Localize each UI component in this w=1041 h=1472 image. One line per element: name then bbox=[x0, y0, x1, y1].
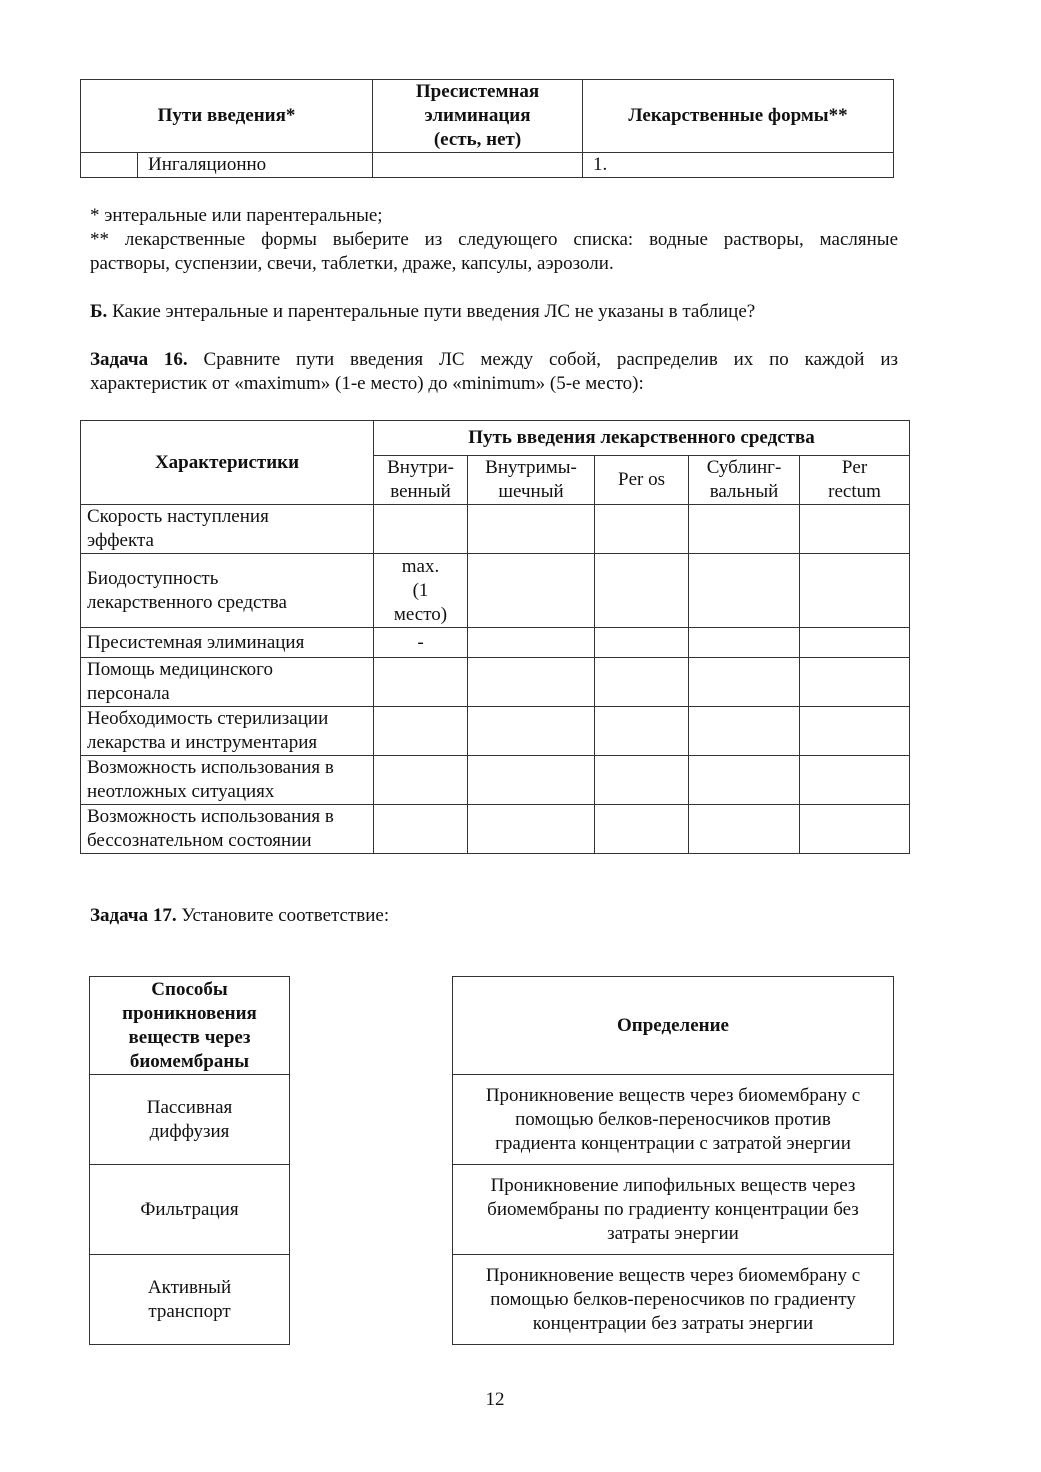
methods-header: Способы проникновения веществ через биомембраны bbox=[90, 977, 290, 1075]
col-header-per-os: Per os bbox=[595, 456, 689, 505]
col-header-per-rectum: Per rectum bbox=[800, 456, 910, 505]
elimination-iv-cell: - bbox=[374, 628, 468, 658]
task17-label: Задача 17. bbox=[90, 905, 177, 926]
method-passive-diffusion: Пассивная диффузия bbox=[90, 1075, 290, 1165]
table-row bbox=[81, 707, 910, 756]
route-group-header: Путь введения лекарственного средства bbox=[374, 421, 910, 456]
forms-header: Лекарственные формы** bbox=[583, 80, 894, 153]
row-label: Пресистемная элиминация bbox=[81, 628, 374, 658]
task16-line-1 bbox=[90, 348, 898, 372]
task17-heading bbox=[90, 904, 898, 928]
methods-table bbox=[89, 976, 290, 1345]
bioavailability-iv-cell: max. (1 место) bbox=[374, 554, 468, 628]
row-label: Помощь медицинского персонала bbox=[81, 658, 374, 707]
row-label: Возможность использования в неотложных ситуациях bbox=[81, 756, 374, 805]
task16-text-1: Сравните пути введения ЛС между собой, распределив их по каждой из bbox=[187, 349, 898, 370]
routes-table bbox=[80, 79, 894, 178]
definition-item: Проникновение веществ через биомембрану с помощью белков-переносчиков по градиенту концентрации без затраты энергии bbox=[453, 1255, 894, 1345]
col-header-intravenous: Внутри- венный bbox=[374, 456, 468, 505]
row-label: Возможность использования в бессознательном состоянии bbox=[81, 805, 374, 854]
definitions-table bbox=[452, 976, 894, 1345]
task17-text: Установите соответствие: bbox=[176, 905, 390, 926]
row-number-cell bbox=[81, 153, 138, 178]
question-b bbox=[90, 300, 898, 324]
elimination-header: Пресистемная элиминация (есть, нет) bbox=[373, 80, 583, 153]
characteristics-header: Характеристики bbox=[81, 421, 374, 505]
table-row bbox=[81, 756, 910, 805]
method-active-transport: Активный транспорт bbox=[90, 1255, 290, 1345]
question-b-label: Б. bbox=[90, 301, 108, 322]
forms-cell: 1. bbox=[583, 153, 894, 178]
task16-label: Задача 16. bbox=[90, 349, 188, 370]
elimination-cell bbox=[373, 153, 583, 178]
row-label: Биодоступность лекарственного средства bbox=[81, 554, 374, 628]
definition-item: Проникновение веществ через биомембрану с помощью белков-переносчиков против градиента концентрации с затратой энергии bbox=[453, 1075, 894, 1165]
method-filtration: Фильтрация bbox=[90, 1165, 290, 1255]
table-row bbox=[81, 805, 910, 854]
question-b-text: Какие энтеральные и парентеральные пути введения ЛС не указаны в таблице? bbox=[107, 301, 756, 322]
routes-header: Пути введения* bbox=[81, 80, 373, 153]
footnote-1: * энтеральные или парентеральные; bbox=[90, 205, 383, 226]
table-row bbox=[81, 628, 910, 658]
col-header-sublingual: Сублинг- вальный bbox=[689, 456, 800, 505]
table-row bbox=[81, 505, 910, 554]
footnote-2-line-1: ** лекарственные формы выберите из следующего списка: водные растворы, масляные bbox=[90, 229, 898, 250]
definition-header: Определение bbox=[453, 977, 894, 1075]
table-row bbox=[81, 554, 910, 628]
footnote-2-line-2: растворы, суспензии, свечи, таблетки, драже, капсулы, аэрозоли. bbox=[90, 253, 614, 274]
task16-line-2: характеристик от «maximum» (1-е место) до «minimum» (5-е место): bbox=[90, 373, 644, 394]
comparison-table bbox=[80, 420, 910, 854]
col-header-intramuscular: Внутримы- шечный bbox=[468, 456, 595, 505]
row-label: Скорость наступления эффекта bbox=[81, 505, 374, 554]
table-row bbox=[81, 658, 910, 707]
route-cell: Ингаляционно bbox=[138, 153, 373, 178]
row-label: Необходимость стерилизации лекарства и инструментария bbox=[81, 707, 374, 756]
definition-item: Проникновение липофильных веществ через биомембраны по градиенту концентрации без затраты энергии bbox=[453, 1165, 894, 1255]
page-number: 12 bbox=[485, 1389, 505, 1410]
